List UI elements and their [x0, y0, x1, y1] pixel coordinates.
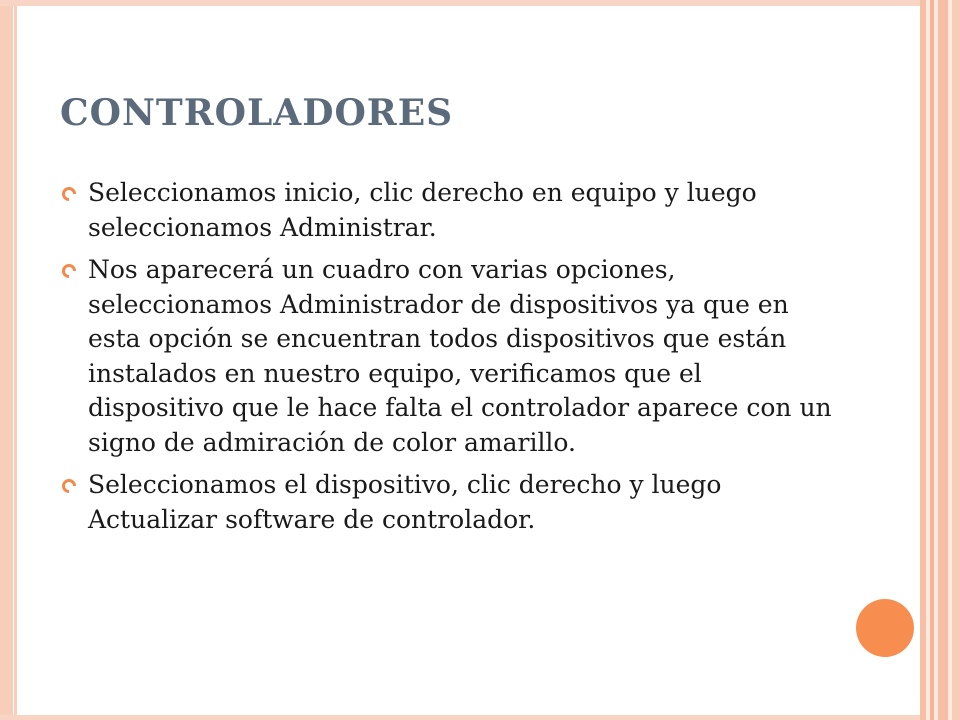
bullet-list	[60, 176, 840, 545]
stripe	[930, 0, 934, 720]
bullet-text: Nos aparecerá un cuadro con varias opciones, seleccionamos Administrador de dispositivos ya que en esta opción se encuentran todos dispositivos que están instalados en nuestro equipo, verificamos que el dispositivo que le hace falta el controlador aparece con un signo de admiración de color amarillo.	[88, 255, 832, 457]
list-item	[60, 253, 840, 460]
slide-title: CONTROLADORES	[60, 92, 454, 134]
bottom-border	[0, 715, 920, 720]
top-border	[0, 0, 920, 6]
orange-circle-bullet-icon	[62, 264, 76, 278]
stripe	[920, 0, 926, 720]
orange-circle-bullet-icon	[62, 479, 76, 493]
left-border-line	[14, 0, 17, 720]
decorative-circle	[856, 599, 914, 657]
right-decorative-stripes	[920, 0, 960, 720]
bullet-text: Seleccionamos inicio, clic derecho en equipo y luego seleccionamos Administrar.	[88, 178, 757, 242]
bullet-text: Seleccionamos el dispositivo, clic derecho y luego Actualizar software de controlador.	[88, 470, 722, 534]
stripe	[938, 0, 948, 720]
list-item	[60, 176, 840, 245]
stripe	[952, 0, 960, 720]
list-item	[60, 468, 840, 537]
left-border	[0, 0, 13, 720]
orange-circle-bullet-icon	[62, 187, 76, 201]
